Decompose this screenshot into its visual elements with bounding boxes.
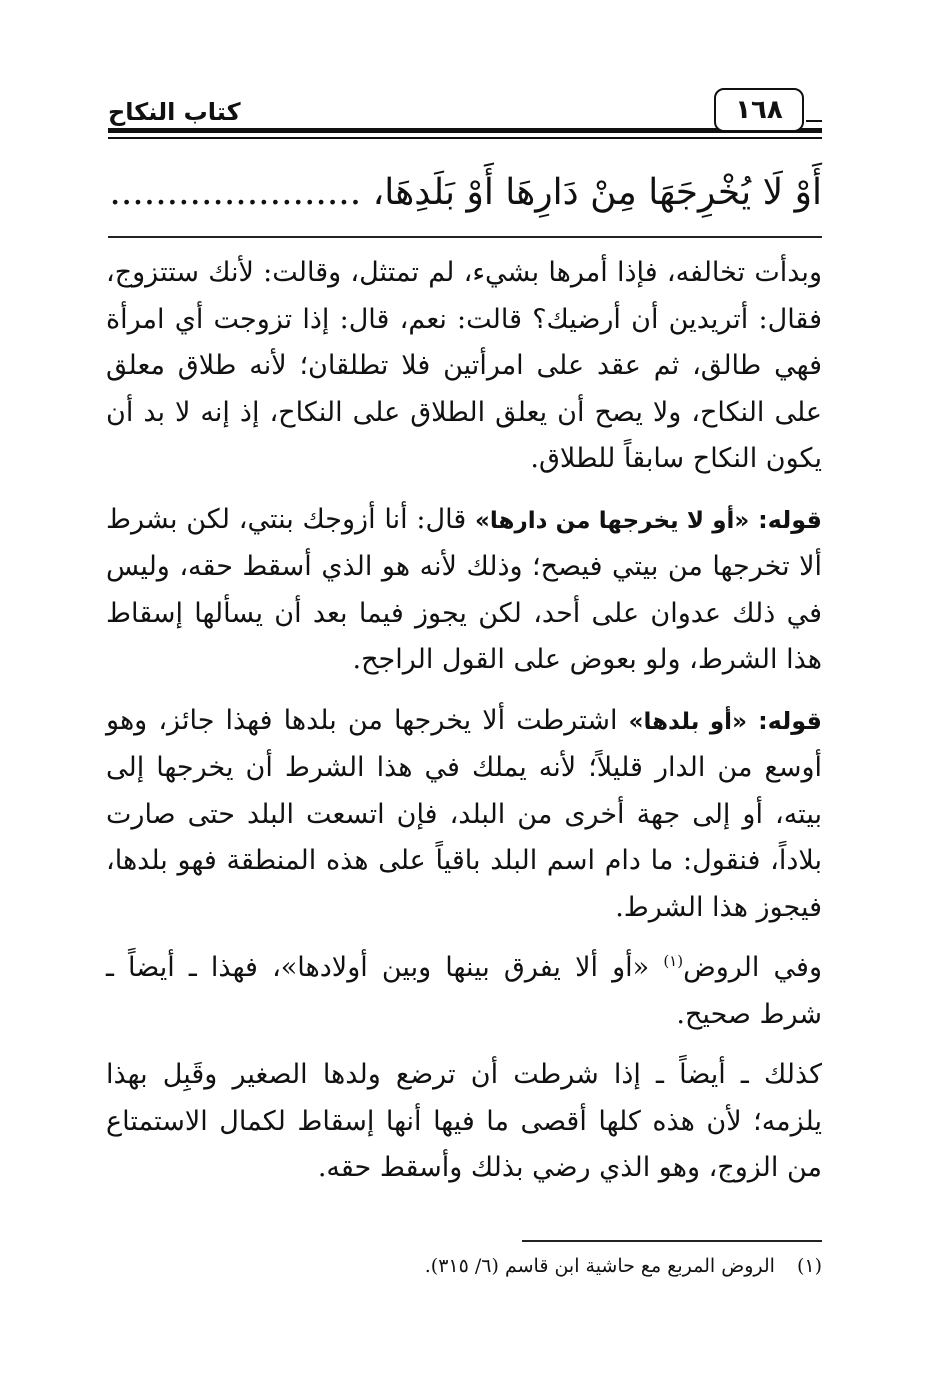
paragraph-text: وفي الروض	[683, 952, 822, 983]
commentary-body	[106, 250, 822, 1206]
footnote	[108, 1250, 822, 1282]
paragraph-text: كذلك ـ أيضاً ـ إذا شرطت أن ترضع ولدها الصغير وقَبِل بهذا يلزمه؛ لأن هذه كلها أقصى ما فيها أنها إسقاط لكمال الاستمتاع من الزوج، وهو الذي رضي بذلك وأسقط حقه.	[106, 1059, 822, 1183]
matn-quote: «أو بلدها»	[628, 708, 747, 735]
footnote-text: الروض المربع مع حاشية ابن قاسم (٦/ ٣١٥).	[424, 1255, 775, 1277]
paragraph-text: «أو ألا يفرق بينها وبين أولادها»، فهذا ـ أيضاً ـ شرط صحيح.	[106, 952, 822, 1030]
paragraph	[106, 698, 822, 932]
page-header	[108, 88, 822, 148]
qawluhu-label: قوله:	[758, 505, 823, 534]
header-rule-thin	[108, 137, 822, 139]
paragraph-text: قال: أنا أزوجك بنتي، لكن بشرط ألا تخرجها من بيتي فيصح؛ وذلك لأنه هو الذي أسقط حقه، وليس في ذلك عدوان على أحد، لكن يجوز فيما بعد أن يسألها إسقاط هذا الشرط، ولو بعوض على القول الراجح.	[106, 503, 822, 675]
matn-divider	[108, 236, 822, 238]
matn-quote: «أو لا يخرجها من دارها»	[475, 507, 750, 534]
footnote-number: (١)	[796, 1255, 822, 1277]
footnote-divider	[522, 1240, 822, 1242]
paragraph	[106, 945, 822, 1038]
book-title: كتاب النكاح	[108, 98, 241, 126]
paragraph	[106, 1052, 822, 1192]
qawluhu-label: قوله:	[758, 706, 822, 735]
header-rule-short	[806, 120, 822, 122]
paragraph	[106, 497, 822, 684]
matn-line: أَوْ لَا يُخْرِجَهَا مِنْ دَارِهَا أَوْ بَلَدِهَا، ......................	[109, 172, 822, 213]
paragraph-text: اشترطت ألا يخرجها من بلدها فهذا جائز، وهو أوسع من الدار قليلاً؛ لأنه يملك في هذا الشرط أن يخرجها إلى بيته، أو إلى جهة أخرى من البلد، فإن اتسعت البلد حتى صارت بلاداً، فنقول: ما دام اسم البلد باقياً على هذه المنطقة فهو بلدها، فيجوز هذا الشرط.	[106, 704, 822, 923]
paragraph	[106, 250, 822, 483]
page-number: ١٦٨	[714, 88, 804, 132]
header-rule-thick	[108, 128, 822, 133]
footnote-ref[interactable]: (١)	[663, 952, 684, 970]
paragraph-text: وبدأت تخالفه، فإذا أمرها بشيء، لم تمتثل، وقالت: لأنك ستتزوج، فقال: أتريدين أن أرضيك؟ قالت: نعم، قال: إذا تزوجت أي امرأة فهي طالق، ثم عقد على امرأتين فلا تطلقان؛ لأنه طلاق معلق على النكاح، ولا يصح أن يعلق الطلاق على النكاح، إذ إنه لا بد أن يكون النكاح سابقاً للطلاق.	[106, 257, 822, 474]
